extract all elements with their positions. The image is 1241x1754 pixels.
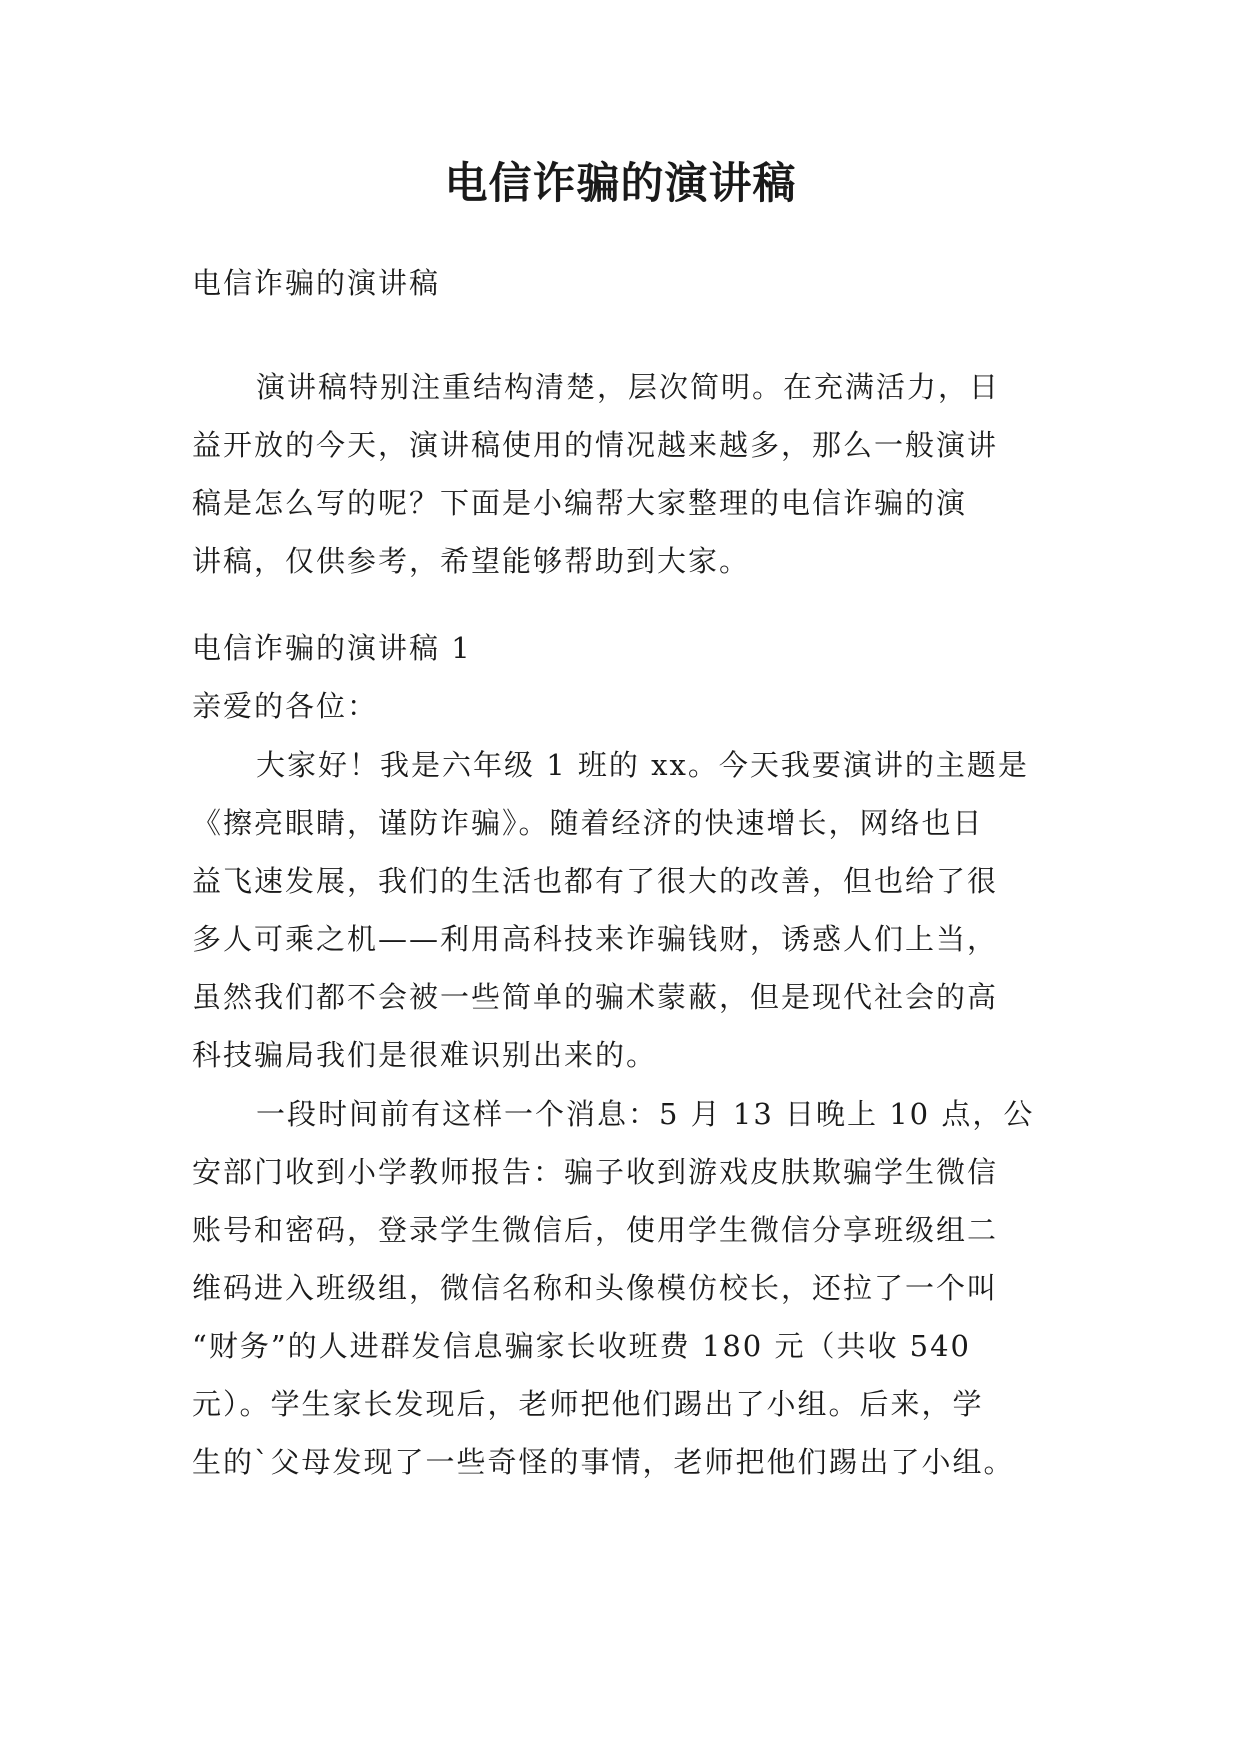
paragraph-line: 科技骗局我们是很难识别出来的。 bbox=[192, 1038, 658, 1072]
section-heading: 电信诈骗的演讲稿 1 bbox=[192, 631, 472, 665]
intro-line: 稿是怎么写的呢？下面是小编帮大家整理的电信诈骗的演 bbox=[192, 486, 968, 520]
paragraph-line: 元）。学生家长发现后，老师把他们踢出了小组。后来，学 bbox=[192, 1387, 984, 1421]
paragraph-line: 益飞速发展，我们的生活也都有了很大的改善，但也给了很 bbox=[192, 864, 999, 898]
paragraph-line: 一段时间前有这样一个消息：5 月 13 日晚上 10 点，公 bbox=[256, 1097, 1035, 1131]
paragraph-line: 虽然我们都不会被一些简单的骗术蒙蔽，但是现代社会的高 bbox=[192, 980, 999, 1014]
document-title: 电信诈骗的演讲稿 bbox=[444, 159, 797, 209]
paragraph-line: 《擦亮眼睛，谨防诈骗》。随着经济的快速增长，网络也日 bbox=[192, 806, 984, 840]
greeting: 亲爱的各位： bbox=[192, 689, 379, 723]
intro-line: 讲稿，仅供参考，希望能够帮助到大家。 bbox=[192, 544, 751, 578]
paragraph-line: 维码进入班级组，微信名称和头像模仿校长，还拉了一个叫 bbox=[192, 1271, 999, 1305]
document-subtitle: 电信诈骗的演讲稿 bbox=[192, 266, 441, 300]
paragraph-line: 大家好！我是六年级 1 班的 xx。今天我要演讲的主题是 bbox=[256, 748, 1029, 782]
intro-paragraph bbox=[192, 358, 1072, 590]
paragraph-line: 多人可乘之机——利用高科技来诈骗钱财，诱惑人们上当， bbox=[192, 922, 999, 956]
intro-line: 益开放的今天，演讲稿使用的情况越来越多，那么一般演讲 bbox=[192, 428, 999, 462]
body-paragraph-2 bbox=[192, 1085, 1072, 1491]
paragraph-line: 账号和密码，登录学生微信后，使用学生微信分享班级组二 bbox=[192, 1213, 999, 1247]
intro-line: 演讲稿特别注重结构清楚，层次简明。在充满活力，日 bbox=[256, 370, 1001, 404]
paragraph-line: 生的`父母发现了一些奇怪的事情，老师把他们踢出了小组。 bbox=[192, 1445, 1015, 1479]
paragraph-line: 安部门收到小学教师报告：骗子收到游戏皮肤欺骗学生微信 bbox=[192, 1155, 999, 1189]
paragraph-line: “财务”的人进群发信息骗家长收班费 180 元（共收 540 bbox=[192, 1329, 972, 1363]
body-paragraph-1 bbox=[192, 736, 1072, 1084]
